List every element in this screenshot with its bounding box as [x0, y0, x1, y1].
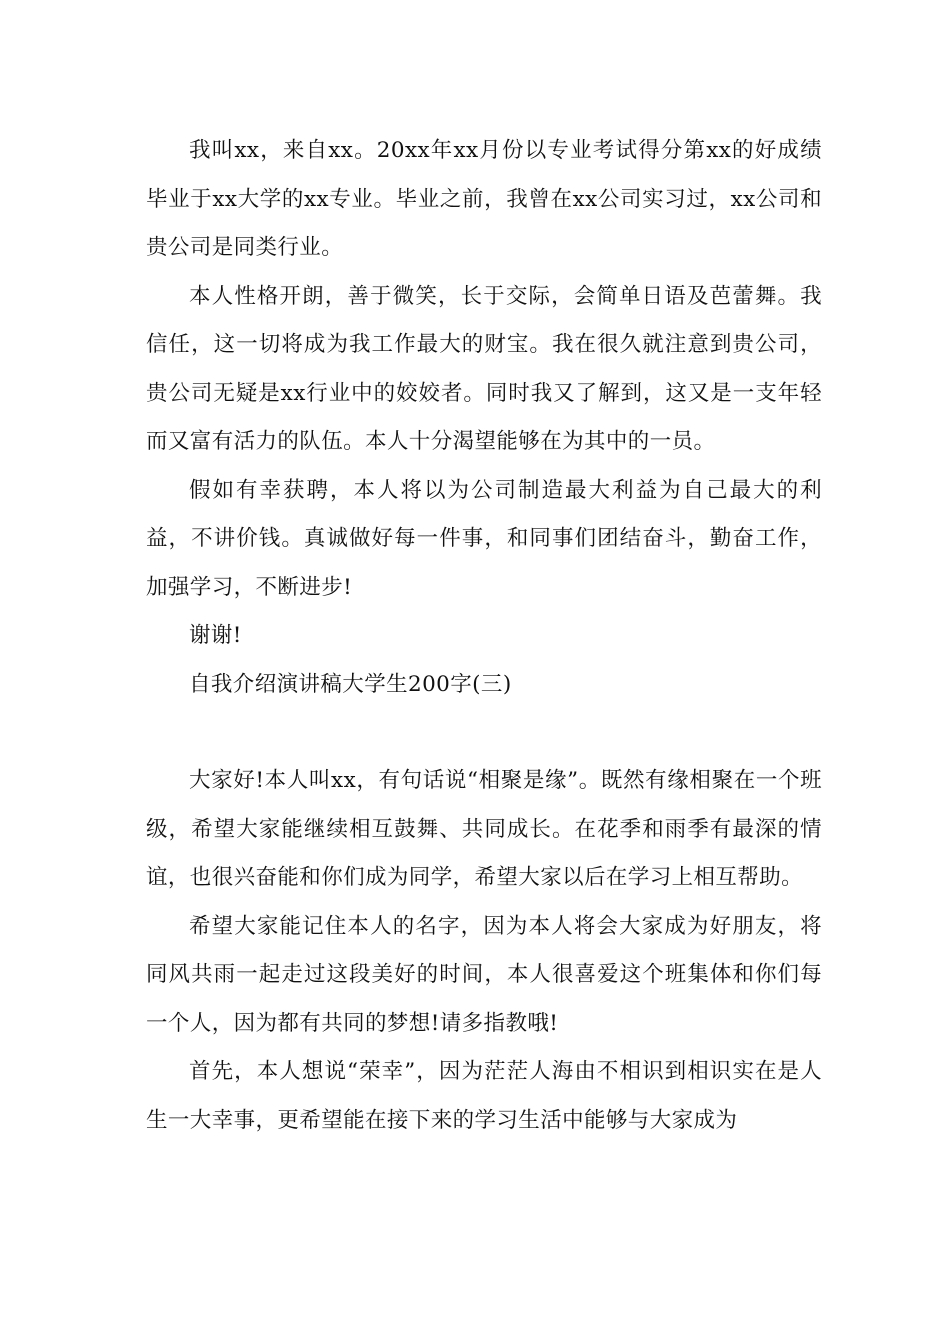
document-body: [146, 127, 822, 1145]
blank-line: [146, 709, 822, 757]
paragraph-remember-name: 希望大家能记住本人的名字，因为本人将会大家成为好朋友，将同风共雨一起走过这段美好的时间，本人很喜爱这个班集体和你们每一个人，因为都有共同的梦想!请多指教哦!: [146, 913, 822, 1036]
paragraph-greeting: 大家好!本人叫xx，有句话说“相聚是缘”。既然有缘相聚在一个班级，希望大家能继续相互鼓舞、共同成长。在花季和雨季有最深的情谊，也很兴奋能和你们成为同学，希望大家以后在学习上相互帮助。: [146, 768, 822, 890]
paragraph-personality: 本人性格开朗，善于微笑，长于交际，会简单日语及芭蕾舞。我信任，这一切将成为我工作最大的财宝。我在很久就注意到贵公司，贵公司无疑是xx行业中的姣姣者。同时我又了解到，这又是一支年轻而又富有活力的队伍。本人十分渴望能够在为其中的一员。: [146, 283, 822, 454]
paragraph-honor: 首先，本人想说“荣幸”，因为茫茫人海由不相识到相识实在是人生一大幸事，更希望能在接下来的学习生活中能够与大家成为: [146, 1059, 822, 1133]
paragraph-intro: 我叫xx，来自xx。20xx年xx月份以专业考试得分第xx的好成绩毕业于xx大学的xx专业。毕业之前，我曾在xx公司实习过，xx公司和贵公司是同类行业。: [146, 138, 822, 260]
paragraph-thanks: 谢谢!: [189, 623, 242, 648]
section-title: 自我介绍演讲稿大学生200字(三): [189, 671, 512, 697]
paragraph-commitment: 假如有幸获聘，本人将以为公司制造最大利益为自己最大的利益，不讲价钱。真诚做好每一件事，和同事们团结奋斗，勤奋工作，加强学习，不断进步!: [146, 477, 822, 600]
